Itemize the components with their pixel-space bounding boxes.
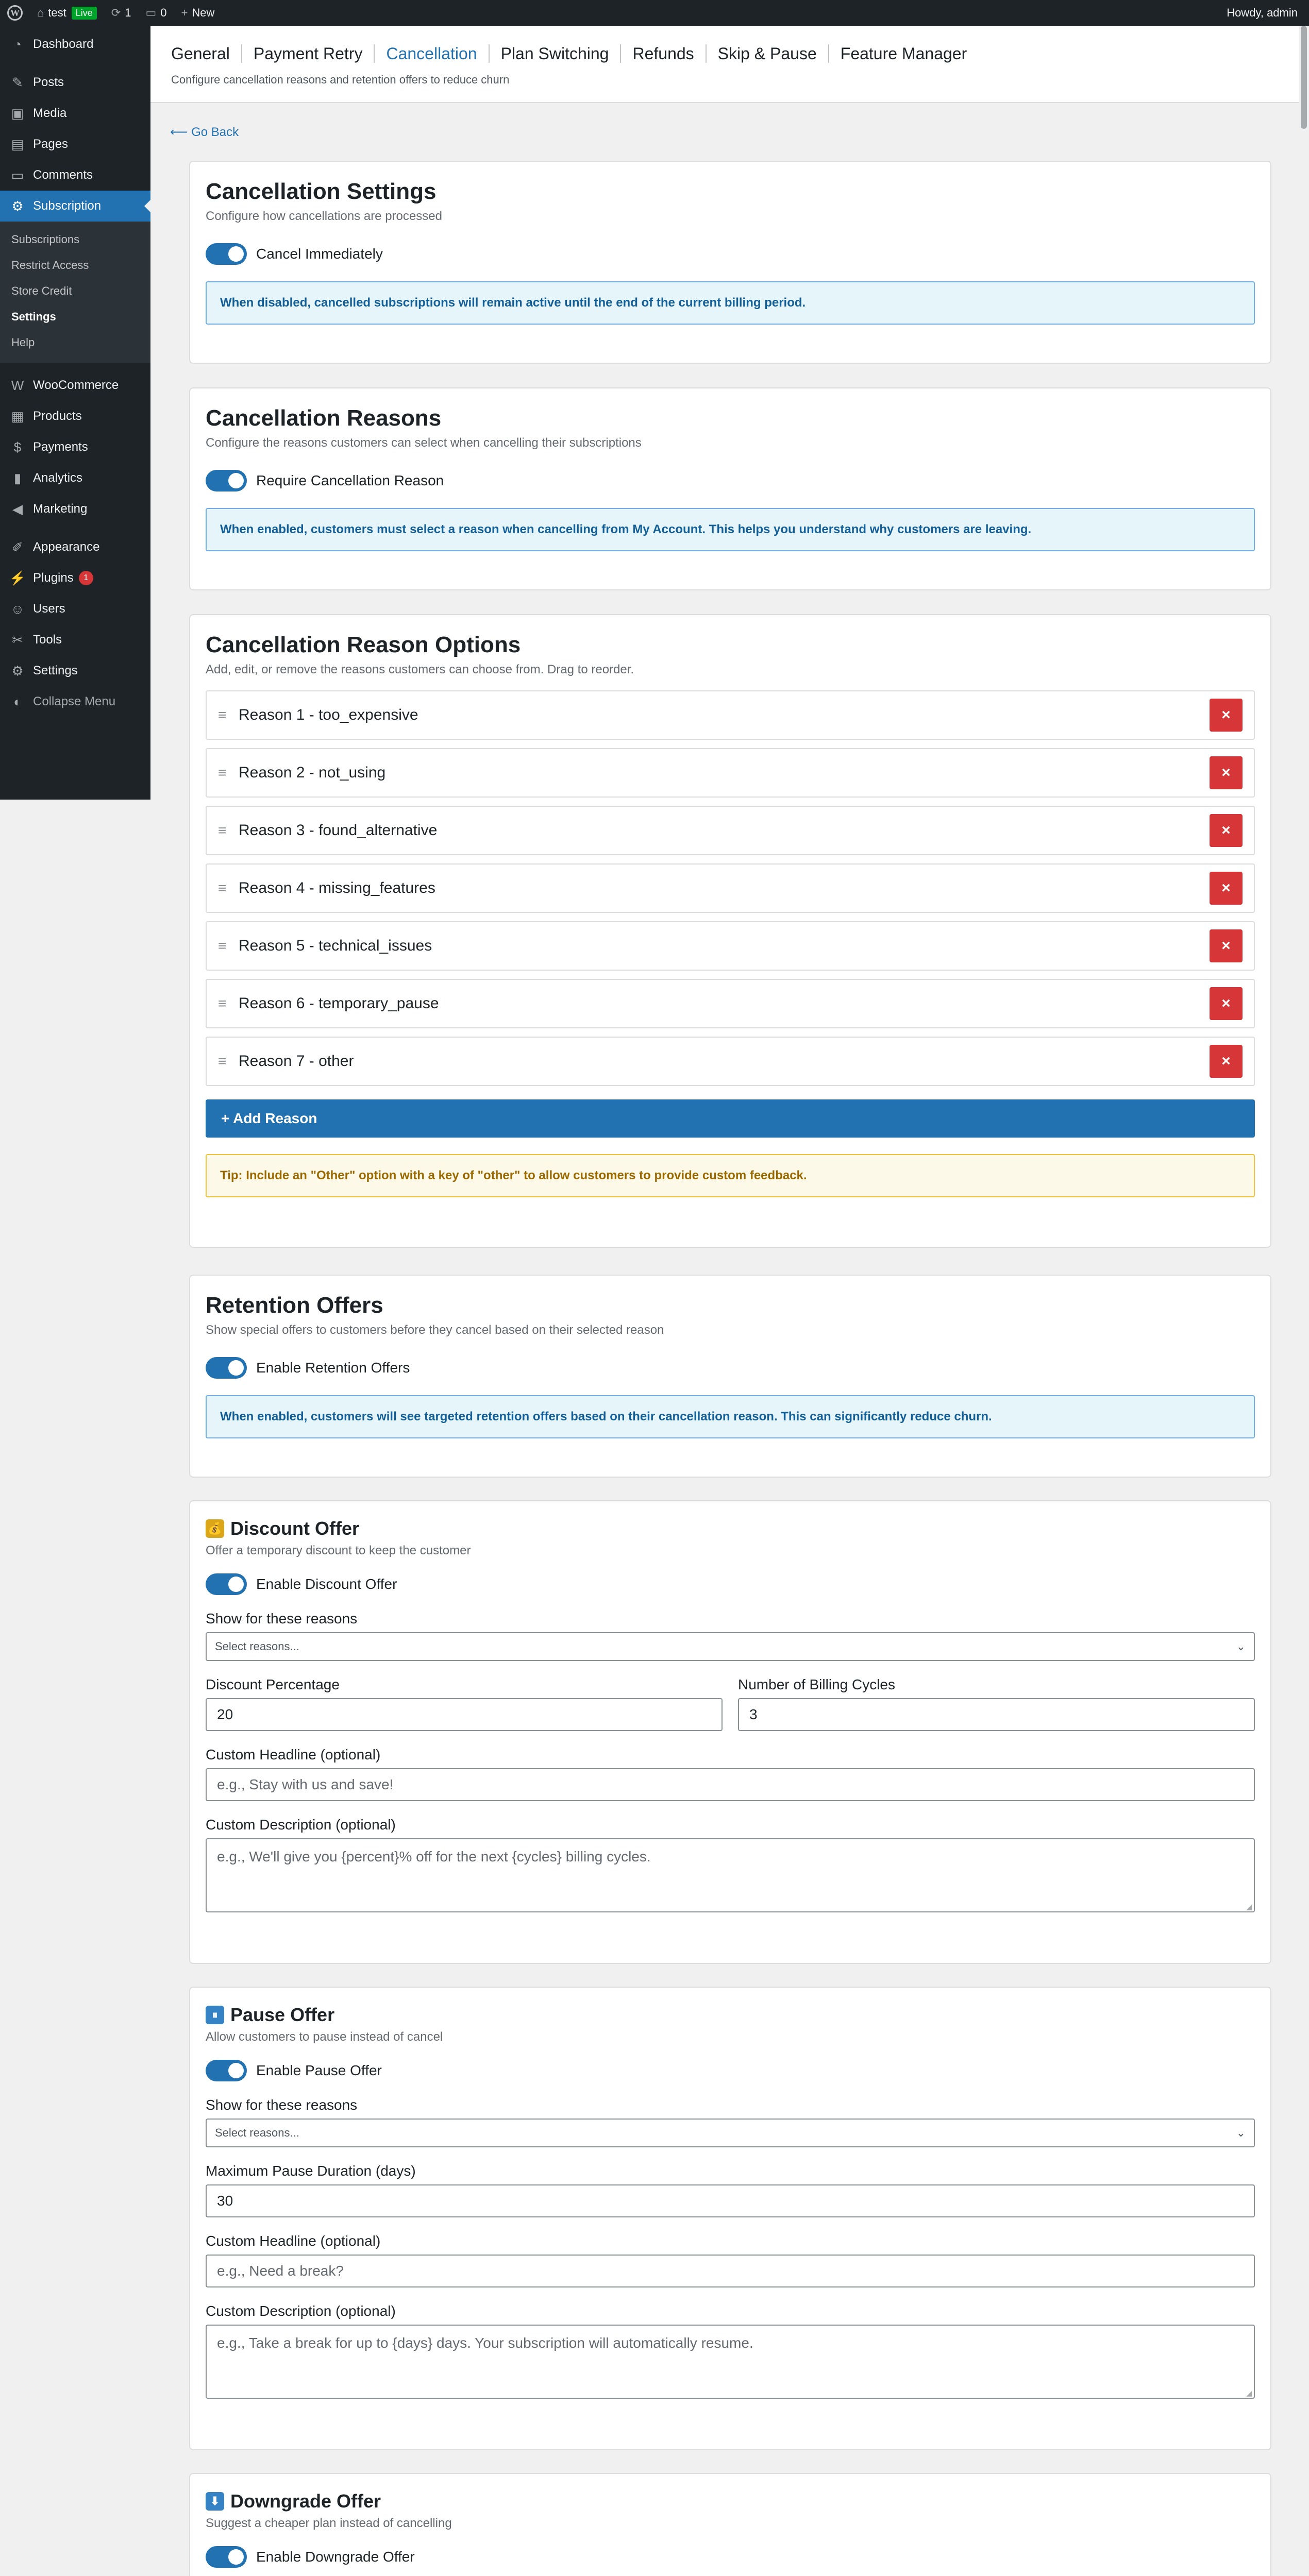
discount-headline-input[interactable]: e.g., Stay with us and save!	[206, 1768, 1255, 1801]
downgrade-offer-card	[189, 2473, 1271, 2576]
menu-label: Posts	[33, 75, 64, 89]
tab-cancellation[interactable]: Cancellation	[375, 44, 489, 63]
toggle-label: Cancel Immediately	[256, 246, 383, 262]
info-notice: When enabled, customers must select a reason when cancelling from My Account. This helps you understand why customers are leaving.	[206, 508, 1255, 551]
menu-products[interactable]	[0, 401, 150, 432]
enable-discount-offer-toggle[interactable]	[206, 1573, 247, 1595]
tools-icon: ✂	[12, 632, 23, 648]
reason-row[interactable]	[206, 748, 1255, 798]
remove-reason-button[interactable]: ×	[1210, 1045, 1243, 1078]
arrow-left-icon: ⟵	[170, 125, 192, 139]
howdy-text: Howdy, admin	[1227, 6, 1298, 19]
drag-handle-icon[interactable]: ≡	[218, 995, 227, 1011]
reason-label: Reason 1 - too_expensive	[239, 706, 418, 723]
reason-label: Reason 7 - other	[239, 1053, 354, 1070]
enable-pause-offer-toggle[interactable]	[206, 2060, 247, 2081]
section-description: Configure how cancellations are processed	[206, 209, 442, 223]
menu-label: Marketing	[33, 502, 88, 516]
admin-bar	[0, 0, 1309, 26]
enable-downgrade-offer-toggle[interactable]	[206, 2546, 247, 2568]
reason-label: Reason 5 - technical_issues	[239, 937, 432, 954]
menu-woocommerce[interactable]	[0, 370, 150, 401]
marketing-icon: ◀	[12, 501, 23, 517]
add-reason-button[interactable]: + Add Reason	[206, 1099, 1255, 1138]
menu-dashboard[interactable]	[0, 29, 150, 60]
field-label: Custom Headline (optional)	[206, 1747, 381, 1762]
chevron-down-icon: ⌄	[1236, 2126, 1246, 2139]
cancellation-settings-card	[189, 161, 1271, 364]
pause-reasons-select[interactable]	[206, 2119, 1255, 2147]
section-description: Show special offers to customers before they cancel based on their selected reason	[206, 1323, 664, 1337]
submenu-help[interactable]: Help	[11, 336, 35, 349]
menu-label: Pages	[33, 137, 69, 151]
section-description: Configure the reasons customers can select when cancelling their subscriptions	[206, 436, 642, 450]
subscription-gear-icon: ⚙	[11, 198, 24, 214]
collapse-icon: ◐	[13, 693, 22, 709]
analytics-icon: ▮	[13, 470, 22, 486]
field-label: Custom Description (optional)	[206, 1817, 396, 1833]
reason-row[interactable]	[206, 863, 1255, 913]
menu-subscription[interactable]	[0, 191, 150, 222]
menu-payments[interactable]	[0, 432, 150, 463]
remove-reason-button[interactable]: ×	[1210, 814, 1243, 847]
go-back-link[interactable]	[170, 125, 239, 140]
select-placeholder: Select reasons...	[215, 2126, 299, 2139]
offer-description: Suggest a cheaper plan instead of cancelling	[206, 2516, 452, 2530]
field-label: Show for these reasons	[206, 1611, 358, 1626]
menu-pages[interactable]	[0, 129, 150, 160]
billing-cycles-input[interactable]: 3	[738, 1698, 1255, 1731]
money-bag-icon: 💰	[206, 1519, 224, 1538]
menu-label: Appearance	[33, 540, 100, 554]
field-label: Discount Percentage	[206, 1676, 340, 1692]
submenu-subscriptions[interactable]: Subscriptions	[11, 233, 80, 246]
select-placeholder: Select reasons...	[215, 1640, 299, 1653]
menu-marketing[interactable]	[0, 494, 150, 524]
plus-icon: +	[181, 6, 188, 19]
users-icon: ☺	[10, 601, 25, 617]
my-account-menu[interactable]	[1219, 0, 1309, 26]
menu-posts[interactable]	[0, 67, 150, 98]
offer-title: Discount Offer	[230, 1518, 360, 1539]
menu-media[interactable]	[0, 98, 150, 129]
menu-appearance[interactable]	[0, 532, 150, 563]
menu-plugins[interactable]	[0, 563, 150, 594]
remove-reason-button[interactable]: ×	[1210, 699, 1243, 732]
toggle-label: Enable Retention Offers	[256, 1360, 410, 1376]
media-icon: ▣	[11, 105, 24, 121]
field-label: Maximum Pause Duration (days)	[206, 2163, 416, 2179]
menu-label: Plugins	[33, 571, 74, 585]
reason-label: Reason 2 - not_using	[239, 764, 386, 781]
go-back-label: Go Back	[191, 125, 239, 139]
live-badge: Live	[72, 7, 97, 20]
appearance-icon: ✐	[12, 539, 23, 555]
menu-comments[interactable]	[0, 160, 150, 191]
site-name: test	[48, 6, 66, 19]
require-reason-toggle[interactable]	[206, 470, 247, 492]
tabs-subtitle: Configure cancellation reasons and retention offers to reduce churn	[171, 73, 510, 86]
menu-collapse[interactable]	[0, 686, 150, 717]
menu-settings[interactable]	[0, 655, 150, 686]
offer-title: Pause Offer	[230, 2004, 335, 2025]
toggle-label: Require Cancellation Reason	[256, 472, 444, 488]
discount-offer-card	[189, 1500, 1271, 1964]
menu-label: Settings	[33, 664, 78, 677]
menu-label: Users	[33, 602, 65, 616]
retention-offers-card	[189, 1275, 1271, 1478]
reason-row[interactable]	[206, 1037, 1255, 1086]
pause-description-textarea[interactable]: e.g., Take a break for up to {days} days. Your subscription will automatically resume. ◢	[206, 2325, 1255, 2399]
pause-duration-input[interactable]: 30	[206, 2184, 1255, 2217]
updates-menu[interactable]	[104, 0, 139, 26]
discount-description-textarea[interactable]: e.g., We'll give you {percent}% off for the next {cycles} billing cycles. ◢	[206, 1838, 1255, 1912]
updates-icon: ⟳	[111, 6, 121, 19]
subscription-submenu	[0, 222, 150, 363]
reason-label: Reason 4 - missing_features	[239, 879, 435, 896]
site-name-menu[interactable]	[30, 0, 104, 26]
toggle-label: Enable Downgrade Offer	[256, 2549, 415, 2565]
home-icon: ⌂	[37, 6, 44, 19]
section-title: Retention Offers	[206, 1293, 383, 1318]
remove-reason-button[interactable]: ×	[1210, 987, 1243, 1020]
discount-reasons-select[interactable]	[206, 1632, 1255, 1661]
menu-label: Collapse Menu	[33, 694, 116, 708]
reason-row[interactable]	[206, 979, 1255, 1028]
comments-count: 0	[160, 6, 167, 19]
menu-label: Tools	[33, 633, 62, 647]
menu-analytics[interactable]	[0, 463, 150, 494]
drag-handle-icon[interactable]: ≡	[218, 1053, 227, 1069]
pages-icon: ▤	[11, 136, 24, 152]
enable-retention-offers-toggle[interactable]	[206, 1357, 247, 1379]
page-scrollbar[interactable]	[1299, 26, 1309, 2576]
chevron-down-icon: ⌄	[1236, 1640, 1246, 1653]
section-title: Cancellation Settings	[206, 179, 437, 204]
menu-label: Payments	[33, 440, 88, 454]
settings-tabs	[171, 44, 1278, 63]
field-label: Custom Headline (optional)	[206, 2233, 381, 2249]
field-label: Show for these reasons	[206, 2097, 358, 2113]
wordpress-logo-menu[interactable]	[0, 0, 30, 26]
reason-list	[206, 690, 1255, 1086]
dashboard-icon: ◔	[13, 36, 22, 52]
tab-payment-retry[interactable]: Payment Retry	[242, 44, 375, 63]
reason-row[interactable]	[206, 921, 1255, 971]
pause-icon: ⏸	[206, 2006, 224, 2024]
menu-label: Comments	[33, 168, 93, 182]
discount-percentage-input[interactable]: 20	[206, 1698, 723, 1731]
drag-handle-icon[interactable]: ≡	[218, 880, 227, 896]
comments-icon: ▭	[11, 167, 24, 183]
reason-options-card	[189, 614, 1271, 1248]
tab-feature-manager[interactable]: Feature Manager	[840, 44, 967, 63]
tab-skip-pause[interactable]: Skip & Pause	[707, 44, 829, 63]
info-notice: When disabled, cancelled subscriptions will remain active until the end of the current billing period.	[206, 281, 1255, 325]
plugins-update-badge: 1	[79, 571, 93, 585]
updates-count: 1	[125, 6, 131, 19]
pause-headline-input[interactable]: e.g., Need a break?	[206, 2255, 1255, 2287]
field-label: Custom Description (optional)	[206, 2303, 396, 2319]
section-title: Cancellation Reason Options	[206, 632, 521, 657]
comment-bubble-icon: ▭	[145, 6, 157, 19]
woocommerce-icon: W	[11, 377, 24, 393]
comments-menu[interactable]	[138, 0, 174, 26]
plugins-icon: ⚡	[9, 570, 26, 586]
offer-description: Offer a temporary discount to keep the customer	[206, 1544, 471, 1557]
pause-offer-card	[189, 1987, 1271, 2450]
toggle-label: Enable Pause Offer	[256, 2062, 382, 2078]
section-description: Add, edit, or remove the reasons customers can choose from. Drag to reorder.	[206, 663, 634, 676]
toggle-label: Enable Discount Offer	[256, 1576, 397, 1592]
admin-sidebar	[0, 26, 150, 800]
new-content-menu[interactable]	[174, 0, 222, 26]
new-label: New	[192, 6, 215, 19]
reason-label: Reason 3 - found_alternative	[239, 822, 438, 839]
menu-label: Media	[33, 106, 67, 120]
submenu-restrict-access[interactable]: Restrict Access	[11, 259, 89, 272]
submenu-store-credit[interactable]: Store Credit	[11, 284, 72, 297]
tab-plan-switching[interactable]: Plan Switching	[490, 44, 622, 63]
payments-icon: $	[13, 439, 22, 455]
remove-reason-button[interactable]: ×	[1210, 756, 1243, 789]
info-notice: When enabled, customers will see targeted retention offers based on their cancellation reason. This can significantly reduce churn.	[206, 1395, 1255, 1438]
section-title: Cancellation Reasons	[206, 405, 442, 431]
cancellation-reasons-card	[189, 387, 1271, 590]
drag-handle-icon[interactable]: ≡	[218, 822, 227, 838]
menu-users[interactable]	[0, 594, 150, 624]
menu-label: Subscription	[33, 199, 102, 213]
tab-general[interactable]: General	[171, 44, 242, 63]
drag-handle-icon[interactable]: ≡	[218, 765, 227, 781]
tab-refunds[interactable]: Refunds	[621, 44, 706, 63]
offer-title: Downgrade Offer	[230, 2490, 381, 2512]
reason-label: Reason 6 - temporary_pause	[239, 995, 439, 1012]
settings-tabs-header	[150, 26, 1299, 103]
products-icon: ▦	[11, 408, 24, 424]
menu-tools[interactable]	[0, 624, 150, 655]
drag-handle-icon[interactable]: ≡	[218, 938, 227, 954]
reason-row[interactable]	[206, 806, 1255, 855]
down-arrow-icon: ⬇	[206, 2492, 224, 2511]
settings-icon: ⚙	[11, 663, 24, 679]
posts-icon: ✎	[12, 74, 23, 90]
drag-handle-icon[interactable]: ≡	[218, 707, 227, 723]
menu-label: Analytics	[33, 471, 83, 485]
menu-label: Dashboard	[33, 37, 94, 51]
submenu-settings[interactable]: Settings	[11, 310, 56, 323]
reason-row[interactable]	[206, 690, 1255, 740]
menu-label: Products	[33, 409, 82, 423]
menu-label: WooCommerce	[33, 378, 119, 392]
wordpress-logo-icon: W	[7, 5, 23, 21]
field-label: Number of Billing Cycles	[738, 1676, 895, 1692]
remove-reason-button[interactable]: ×	[1210, 929, 1243, 962]
scrollbar-thumb[interactable]	[1301, 26, 1307, 129]
tip-notice: Tip: Include an "Other" option with a key of "other" to allow customers to provide custom feedback.	[206, 1154, 1255, 1197]
offer-description: Allow customers to pause instead of cancel	[206, 2030, 443, 2044]
cancel-immediately-toggle[interactable]	[206, 243, 247, 265]
remove-reason-button[interactable]: ×	[1210, 872, 1243, 905]
